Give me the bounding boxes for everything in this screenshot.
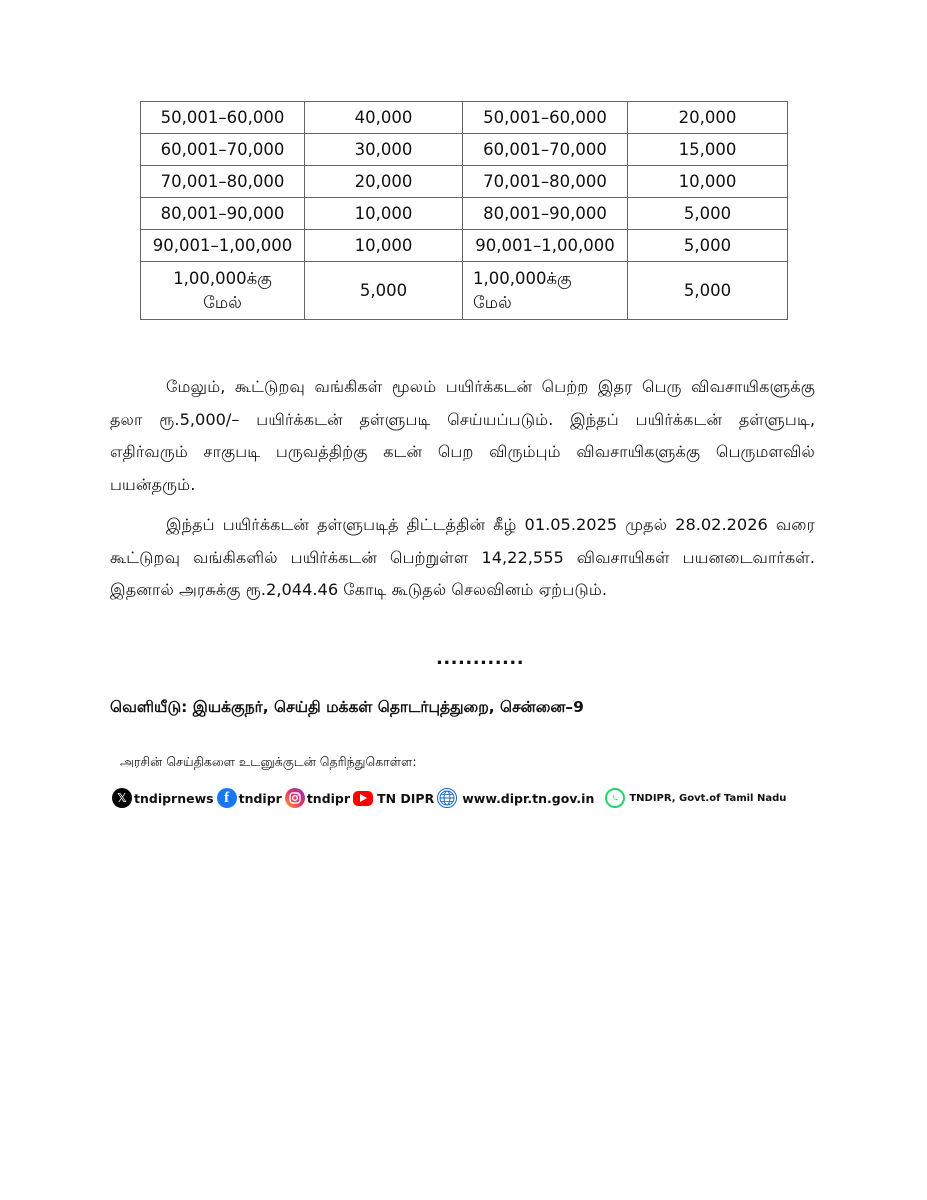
website-link[interactable] <box>437 788 594 808</box>
table-row <box>141 166 788 198</box>
release-line: வெளியீடு: இயக்குநர், செய்தி மக்கள் தொடர்புத்துறை, சென்னை–9 <box>110 698 584 716</box>
table-cell: 5,000 <box>305 262 463 320</box>
table-cell: 80,001–90,000 <box>463 198 628 230</box>
table-cell: 5,000 <box>628 230 788 262</box>
separator-dots: ............ <box>436 648 525 669</box>
social-youtube-link[interactable] <box>353 791 434 806</box>
table-row <box>141 198 788 230</box>
whatsapp-channel-name: TNDIPR, Govt.of Tamil Nadu <box>629 792 787 804</box>
whatsapp-link[interactable] <box>605 788 786 808</box>
paragraph-2-text: இந்தப் பயிர்க்கடன் தள்ளுபடித் திட்டத்தின் கீழ் 01.05.2025 முதல் 28.02.2026 வரை கூட்டுறவு வங்கிகளில் பயிர்க்கடன் பெற்றுள்ள 14,22,555 விவசாயிகள் பயனடைவார்கள். இதனால் அரசுக்கு ரூ.2,044.46 கோடி கூடுதல் செலவினம் ஏற்படும். <box>110 515 815 599</box>
table-cell: 50,001–60,000 <box>463 102 628 134</box>
table-cell: 90,001–1,00,000 <box>463 230 628 262</box>
table-cell: 10,000 <box>305 230 463 262</box>
table-cell: 10,000 <box>305 198 463 230</box>
table-cell: 80,001–90,000 <box>141 198 305 230</box>
news-updates-line: அரசின் செய்திகளை உடனுக்குடன் தெரிந்துகொள்ள: <box>120 754 417 769</box>
table-cell: 5,000 <box>628 262 788 320</box>
facebook-icon: f <box>217 788 237 808</box>
table-cell: 15,000 <box>628 134 788 166</box>
table-cell: 40,000 <box>305 102 463 134</box>
table-cell: 10,000 <box>628 166 788 198</box>
x-icon: 𝕏 <box>112 788 132 808</box>
table-row <box>141 102 788 134</box>
table-cell: 70,001–80,000 <box>463 166 628 198</box>
social-x-link[interactable] <box>112 788 214 808</box>
paragraph-1 <box>110 371 815 501</box>
instagram-icon <box>285 788 305 808</box>
table-cell: 20,000 <box>305 166 463 198</box>
table-cell: 60,001–70,000 <box>463 134 628 166</box>
table-row <box>141 134 788 166</box>
table-cell: 50,001–60,000 <box>141 102 305 134</box>
cell-line: 1,00,000க்கு <box>173 268 272 288</box>
table-cell: 60,001–70,000 <box>141 134 305 166</box>
globe-icon <box>437 788 457 808</box>
table-cell: 70,001–80,000 <box>141 166 305 198</box>
social-facebook-handle: tndipr <box>238 790 282 806</box>
social-links-bar <box>112 786 812 810</box>
table-cell: 20,000 <box>628 102 788 134</box>
website-url: www.dipr.tn.gov.in <box>462 790 595 806</box>
loan-waiver-table <box>140 101 788 320</box>
social-instagram-link[interactable] <box>285 788 350 808</box>
whatsapp-icon <box>605 788 625 808</box>
table-cell: 5,000 <box>628 198 788 230</box>
social-x-handle: tndiprnews <box>134 790 214 806</box>
social-facebook-link[interactable] <box>217 788 282 808</box>
table-row <box>141 230 788 262</box>
table-cell <box>141 262 305 320</box>
cell-line: மேல் <box>473 292 512 312</box>
table-cell: 30,000 <box>305 134 463 166</box>
paragraph-1-text: மேலும், கூட்டுறவு வங்கிகள் மூலம் பயிர்க்கடன் பெற்ற இதர பெரு விவசாயிகளுக்கு தலா ரூ.5,000/– பயிர்க்கடன் தள்ளுபடி செய்யப்படும். இந்தப் பயிர்க்கடன் தள்ளுபடி, எதிர்வரும் சாகுபடி பருவத்திற்கு கடன் பெற விரும்பும் விவசாயிகளுக்கு பெருமளவில் பயன்தரும். <box>110 377 815 494</box>
table-row <box>141 262 788 320</box>
cell-line: 1,00,000க்கு <box>473 268 572 288</box>
table-cell <box>463 262 628 320</box>
social-youtube-handle: TN DIPR <box>377 790 435 806</box>
social-instagram-handle: tndipr <box>306 790 351 806</box>
cell-line: மேல் <box>203 292 242 312</box>
youtube-icon <box>353 791 373 806</box>
paragraph-2 <box>110 509 815 607</box>
table-cell: 90,001–1,00,000 <box>141 230 305 262</box>
